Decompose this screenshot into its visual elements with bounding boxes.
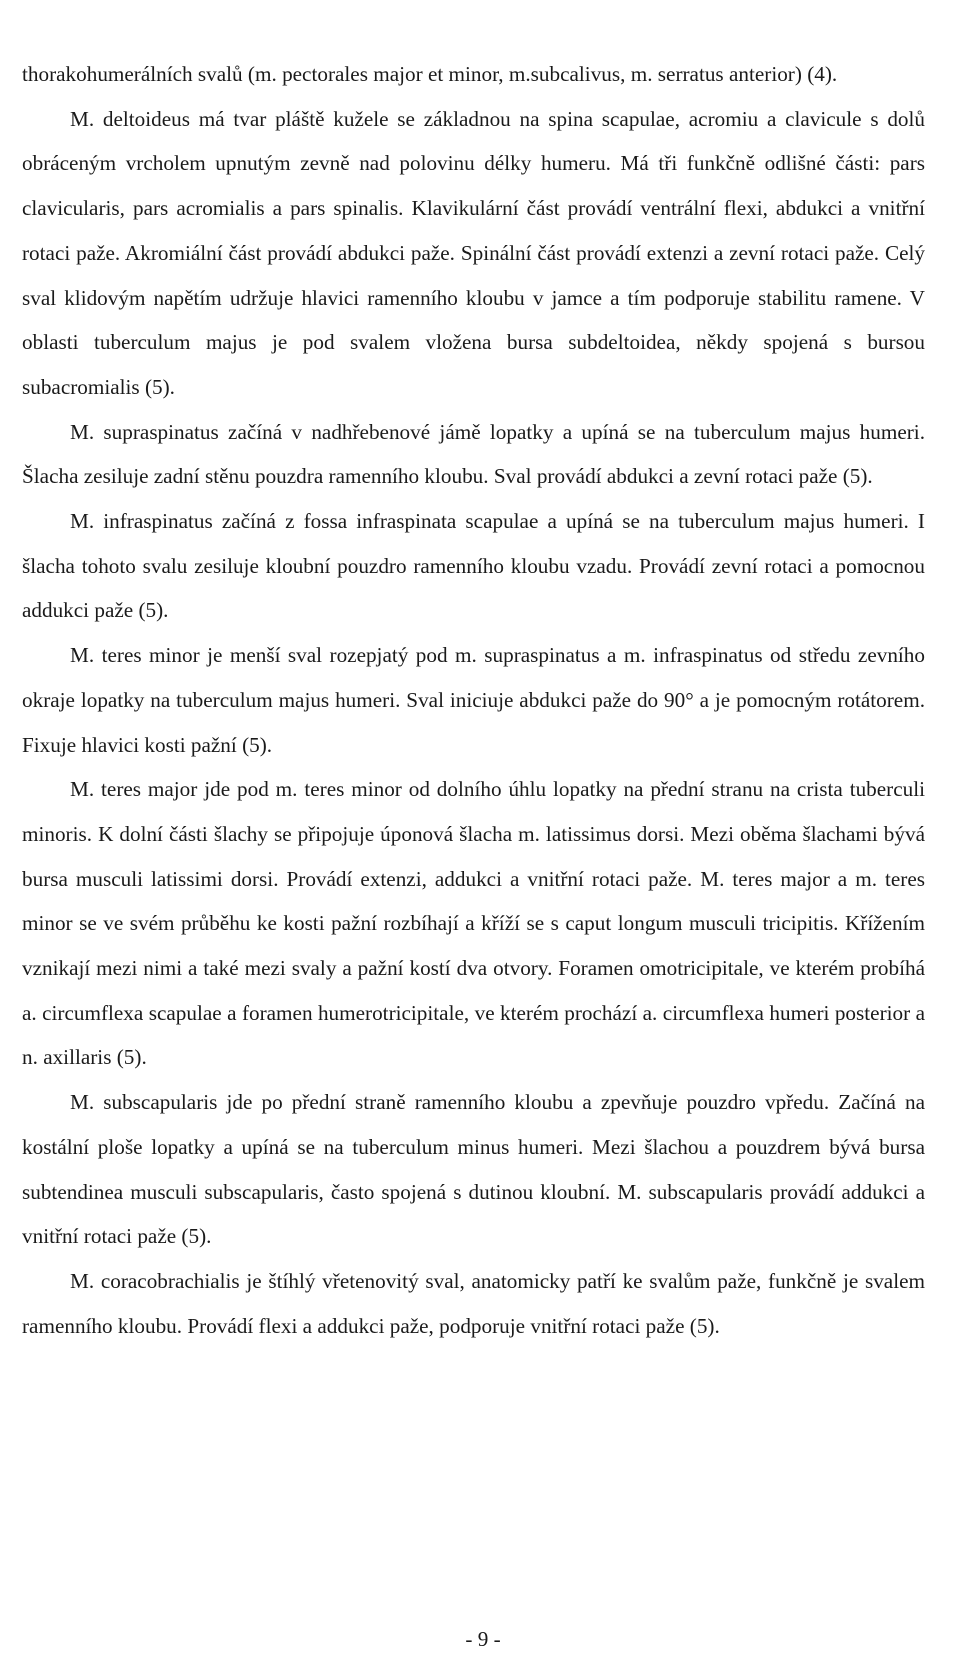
paragraph-subscapularis: M. subscapularis jde po přední straně ramenního kloubu a zpevňuje pouzdro vpředu. Začíná na kostální ploše lopatky a upíná se na tuberculum minus humeri. Mezi šlachou a pouzdrem bývá bursa subtendinea musculi subscapularis, často spojená s dutinou kloubní. M. subscapularis provádí addukci a vnitřní rotaci paže (5).	[22, 1090, 925, 1249]
paragraph-infraspinatus: M. infraspinatus začíná z fossa infraspinata scapulae a upíná se na tuberculum majus humeri. I šlacha tohoto svalu zesiluje kloubní pouzdro ramenního kloubu vzadu. Provádí zevní rotaci a pomocnou addukci paže (5).	[22, 509, 925, 623]
page-body	[22, 52, 925, 1348]
paragraph-supraspinatus: M. supraspinatus začíná v nadhřebenové jámě lopatky a upíná se na tuberculum majus humeri. Šlacha zesiluje zadní stěnu pouzdra ramenního kloubu. Sval provádí abdukci a zevní rotaci paže (5).	[22, 419, 925, 489]
paragraph-teres-major: M. teres major jde pod m. teres minor od dolního úhlu lopatky na přední stranu na crista tuberculi minoris. K dolní části šlachy se připojuje úponová šlacha m. latissimus dorsi. Mezi oběma šlachami bývá bursa musculi latissimi dorsi. Provádí extenzi, addukci a vnitřní rotaci paže. M. teres major a m. teres minor se ve svém průběhu ke kosti pažní rozbíhají a kříží se s caput longum musculi tricipitis. Křížením vznikají mezi nimi a také mezi svaly a pažní kostí dva otvory. Foramen omotricipitale, ve kterém probíhá a. circumflexa scapulae a foramen humerotricipitale, ve kterém prochází a. circumflexa humeri posterior a n. axillaris (5).	[22, 777, 925, 1070]
page-number: - 9 -	[465, 1627, 501, 1651]
paragraph-deltoideus: M. deltoideus má tvar pláště kužele se základnou na spina scapulae, acromiu a clavicule s dolů obráceným vrcholem upnutým zevně nad polovinu délky humeru. Má tři funkčně odlišné části: pars clavicularis, pars acromialis a pars spinalis. Klavikulární část provádí ventrální flexi, abdukci a vnitřní rotaci paže. Akromiální část provádí abdukci paže. Spinální část provádí extenzi a zevní rotaci paže. Celý sval klidovým napětím udržuje hlavici ramenního kloubu v jamce a tím podporuje stabilitu ramene. V oblasti tuberculum majus je pod svalem vložena bursa subdeltoidea, někdy spojená s bursou subacromialis (5).	[22, 106, 925, 399]
paragraph-coracobrachialis: M. coracobrachialis je štíhlý vřetenovitý sval, anatomicky patří ke svalům paže, funkčně je svalem ramenního kloubu. Provádí flexi a addukci paže, podporuje vnitřní rotaci paže (5).	[22, 1268, 925, 1338]
paragraph-continuation: thorakohumerálních svalů (m. pectorales major et minor, m.subcalivus, m. serratus anterior) (4).	[22, 62, 838, 86]
paragraph-teres-minor: M. teres minor je menší sval rozepjatý pod m. supraspinatus a m. infraspinatus od středu zevního okraje lopatky na tuberculum majus humeri. Sval iniciuje abdukci paže do 90° a je pomocným rotátorem. Fixuje hlavici kosti pažní (5).	[22, 643, 925, 757]
